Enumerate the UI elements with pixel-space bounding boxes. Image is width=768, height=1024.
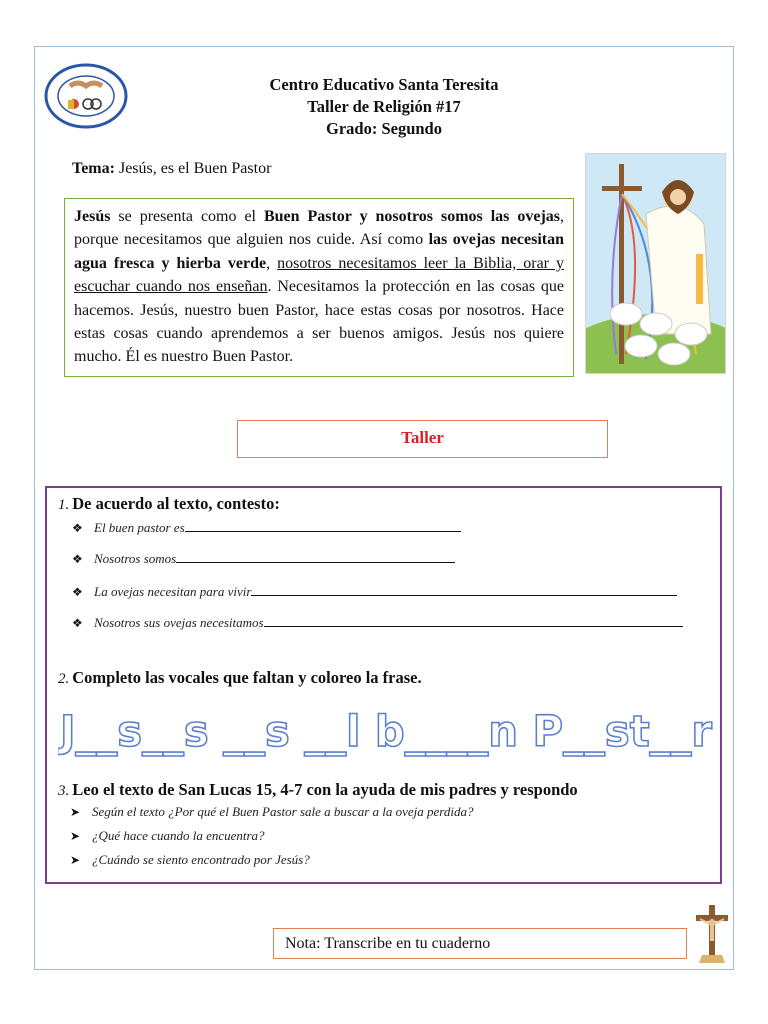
question-number: 1.	[58, 497, 70, 513]
question-number: 3.	[58, 783, 70, 799]
question-3-title: 3. Leo el texto de San Lucas 15, 4-7 con la ayuda de mis padres y respondo	[58, 780, 578, 799]
diamond-bullet-icon: ❖	[72, 521, 83, 535]
answer-line[interactable]	[176, 561, 455, 563]
topic-text: Jesús, es el Buen Pastor	[118, 160, 272, 177]
school-logo	[44, 62, 128, 130]
reading-underlined: nosotros necesitamos leer la Biblia, orar y escuchar cuando nos enseñan	[74, 254, 565, 296]
diamond-bullet-icon: ❖	[72, 552, 83, 566]
question-3-item: ➤ ¿Cuándo se siento encontrado por Jesús?	[70, 852, 310, 867]
reading-text: ,	[266, 254, 278, 272]
school-name: Centro Educativo Santa Teresita	[269, 75, 499, 94]
note-box: Nota: Transcribe en tu cuaderno	[273, 928, 687, 959]
topic-line	[72, 160, 271, 178]
arrow-bullet-icon: ➤	[70, 853, 81, 867]
question-1-item: ❖ La ovejas necesitan para vivir	[72, 584, 677, 600]
reading-bold-pastor: Buen Pastor y nosotros somos las ovejas	[263, 208, 560, 225]
answer-line[interactable]	[264, 625, 683, 627]
question-1-item: ❖ Nosotros sus ovejas necesitamos	[72, 615, 683, 631]
question-2-title: 2. Completo las vocales que faltan y coloreo la frase.	[58, 668, 422, 687]
topic-label: Tema:	[72, 160, 115, 177]
reading-text: se presenta como el	[110, 208, 264, 225]
workshop-title: Taller de Religión #17	[307, 97, 461, 116]
answer-line[interactable]	[251, 594, 677, 596]
arrow-bullet-icon: ➤	[70, 829, 81, 843]
question-1-title: 1. De acuerdo al texto, contesto:	[58, 494, 280, 513]
arrow-bullet-icon: ➤	[70, 805, 81, 819]
question-1-item: ❖ El buen pastor es	[72, 520, 461, 536]
question-number: 2.	[58, 671, 70, 687]
vowel-phrase[interactable]	[58, 700, 718, 760]
reading-passage	[64, 198, 574, 377]
question-1-item: ❖ Nosotros somos	[72, 551, 455, 567]
question-3-item: ➤ ¿Qué hace cuando la encuentra?	[70, 828, 265, 843]
answer-line[interactable]	[185, 530, 461, 532]
vowel-phrase-text: J__s__s __s __l b____n P__st__r	[58, 707, 713, 757]
reading-text: . Necesitamos la protección en las cosas que hacemos. Jesús, nuestro buen Pastor, hace estas cosas por nosotros. Hace estas cosas cuando aprendemos a ser buenos amigos. Jesús nos quiere mucho. Él es nuestro Buen Pastor.	[74, 278, 565, 366]
reading-text: , porque necesitamos que alguien nos cuide. Así como	[74, 208, 564, 249]
grade-label: Grado: Segundo	[326, 119, 442, 138]
reading-bold-sheep-needs: las ovejas necesitan agua fresca y hierba verde	[74, 231, 564, 272]
question-3-item: ➤ Según el texto ¿Por qué el Buen Pastor sale a buscar a la oveja perdida?	[70, 804, 474, 819]
diamond-bullet-icon: ❖	[72, 585, 83, 599]
good-shepherd-illustration	[585, 153, 726, 374]
document-header	[200, 74, 568, 140]
crucifix-icon	[692, 903, 732, 965]
reading-bold-jesus: Jesús	[74, 208, 111, 225]
diamond-bullet-icon: ❖	[72, 616, 83, 630]
taller-heading: Taller	[237, 420, 608, 458]
